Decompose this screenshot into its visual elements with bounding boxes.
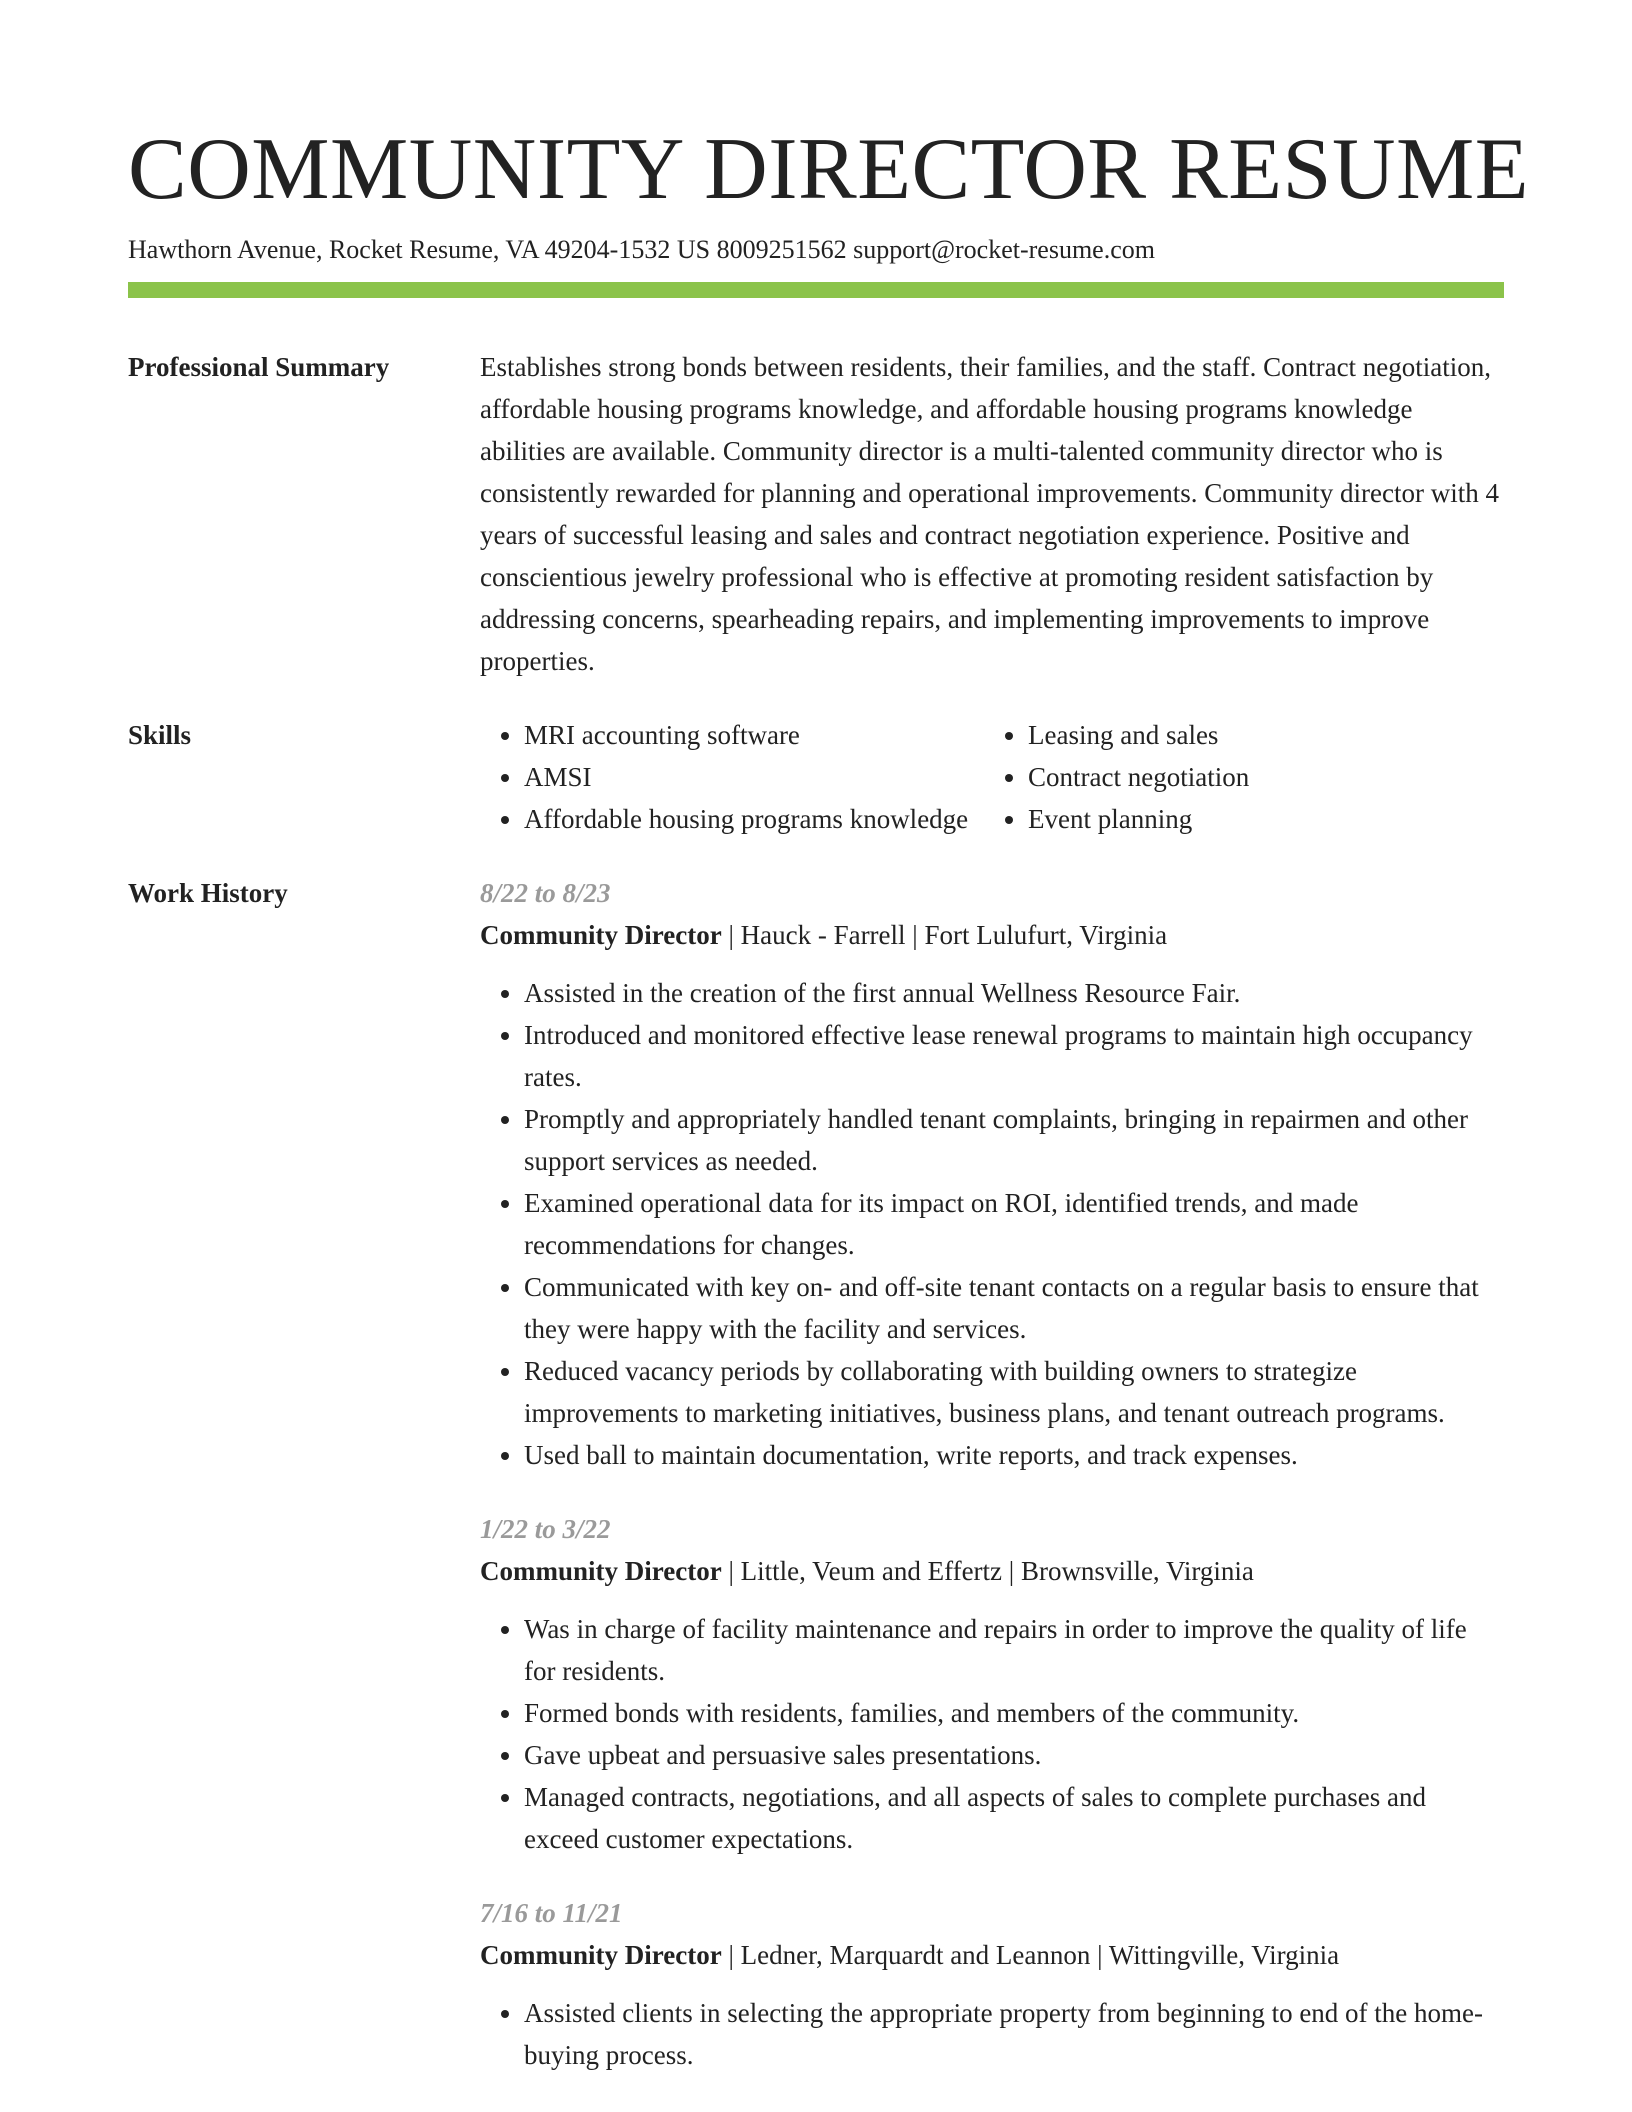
summary-text: Establishes strong bonds between residents, their families, and the staff. Contract negotiation, affordable housing programs knowledge, and affordable housing programs knowledge abilities are available. Community director is a multi-talented community director who is consistently rewarded for planning and operational improvements. Community director with 4 years of successful leasing and sales and contract negotiation experience. Positive and conscientious jewelry professional who is effective at promoting resident satisfaction by addressing concerns, spearheading repairs, and implementing improvements to improve properties. — [480, 352, 1500, 676]
contact-phone: 8009251562 — [716, 235, 847, 264]
skills-section — [128, 714, 1504, 840]
resume-title: COMMUNITY DIRECTOR RESUME — [128, 121, 1530, 218]
job-bullet: • Gave upbeat and persuasive sales presentations. — [524, 1734, 1504, 1776]
summary-label: Professional Summary — [128, 352, 390, 382]
job-title-line — [480, 914, 1504, 956]
job-company: Ledner, Marquardt and Leannon — [740, 1940, 1091, 1970]
job-title: Community Director — [480, 920, 722, 950]
job-entry — [480, 872, 1504, 1476]
skill-item: • Leasing and sales — [1028, 714, 1528, 756]
work-history-section — [128, 872, 1504, 2108]
skill-item: • Event planning — [1028, 798, 1528, 840]
job-bullet: • Examined operational data for its impact on ROI, identified trends, and made recommendations for changes. — [524, 1182, 1504, 1266]
job-title: Community Director — [480, 1940, 722, 1970]
work-history-label: Work History — [128, 878, 288, 908]
skills-label: Skills — [128, 720, 192, 750]
job-entry — [480, 1892, 1504, 2076]
job-title-line — [480, 1934, 1504, 1976]
job-location: Wittingville, Virginia — [1108, 1940, 1340, 1970]
job-dates: 1/22 to 3/22 — [480, 1514, 611, 1544]
job-bullet: • Managed contracts, negotiations, and all aspects of sales to complete purchases and exceed customer expectations. — [524, 1776, 1504, 1860]
contact-address: Hawthorn Avenue, Rocket Resume, VA 49204-1532 US — [128, 235, 711, 264]
job-bullets — [480, 1608, 1504, 1860]
job-bullet: • Assisted clients in selecting the appropriate property from beginning to end of the home-buying process. — [524, 1992, 1504, 2076]
job-title-line — [480, 1550, 1504, 1592]
skill-item: • MRI accounting software — [524, 714, 984, 756]
job-title: Community Director — [480, 1556, 722, 1586]
job-bullet: • Used ball to maintain documentation, write reports, and track expenses. — [524, 1434, 1504, 1476]
job-bullet: • Promptly and appropriately handled tenant complaints, bringing in repairmen and other support services as needed. — [524, 1098, 1504, 1182]
skill-item: • Contract negotiation — [1028, 756, 1528, 798]
job-bullet: • Introduced and monitored effective lease renewal programs to maintain high occupancy rates. — [524, 1014, 1504, 1098]
job-company: Hauck - Farrell — [740, 920, 906, 950]
skill-item: • Affordable housing programs knowledge — [524, 798, 984, 840]
job-location: Fort Lulufurt, Virginia — [924, 920, 1168, 950]
summary-section — [128, 346, 1504, 682]
skills-list-left — [480, 714, 984, 840]
job-bullets — [480, 972, 1504, 1476]
job-entry — [480, 1508, 1504, 1860]
job-dates: 8/22 to 8/23 — [480, 878, 611, 908]
header-divider — [128, 282, 1504, 298]
job-bullet: • Reduced vacancy periods by collaborating with building owners to strategize improvements to marketing initiatives, business plans, and tenant outreach programs. — [524, 1350, 1504, 1434]
job-dates: 7/16 to 11/21 — [480, 1898, 623, 1928]
job-location: Brownsville, Virginia — [1020, 1556, 1254, 1586]
job-bullet: • Assisted in the creation of the first annual Wellness Resource Fair. — [524, 972, 1504, 1014]
job-bullet: • Was in charge of facility maintenance and repairs in order to improve the quality of life for residents. — [524, 1608, 1504, 1692]
resume-page — [128, 120, 1530, 2108]
job-bullet: • Communicated with key on- and off-site tenant contacts on a regular basis to ensure that they were happy with the facility and services. — [524, 1266, 1504, 1350]
job-bullets — [480, 1992, 1504, 2076]
skills-list-right — [984, 714, 1528, 840]
contact-line — [128, 232, 1504, 268]
job-bullet: • Formed bonds with residents, families, and members of the community. — [524, 1692, 1504, 1734]
contact-email: support@rocket-resume.com — [853, 235, 1155, 264]
job-company: Little, Veum and Effertz — [740, 1556, 1003, 1586]
skill-item: • AMSI — [524, 756, 984, 798]
